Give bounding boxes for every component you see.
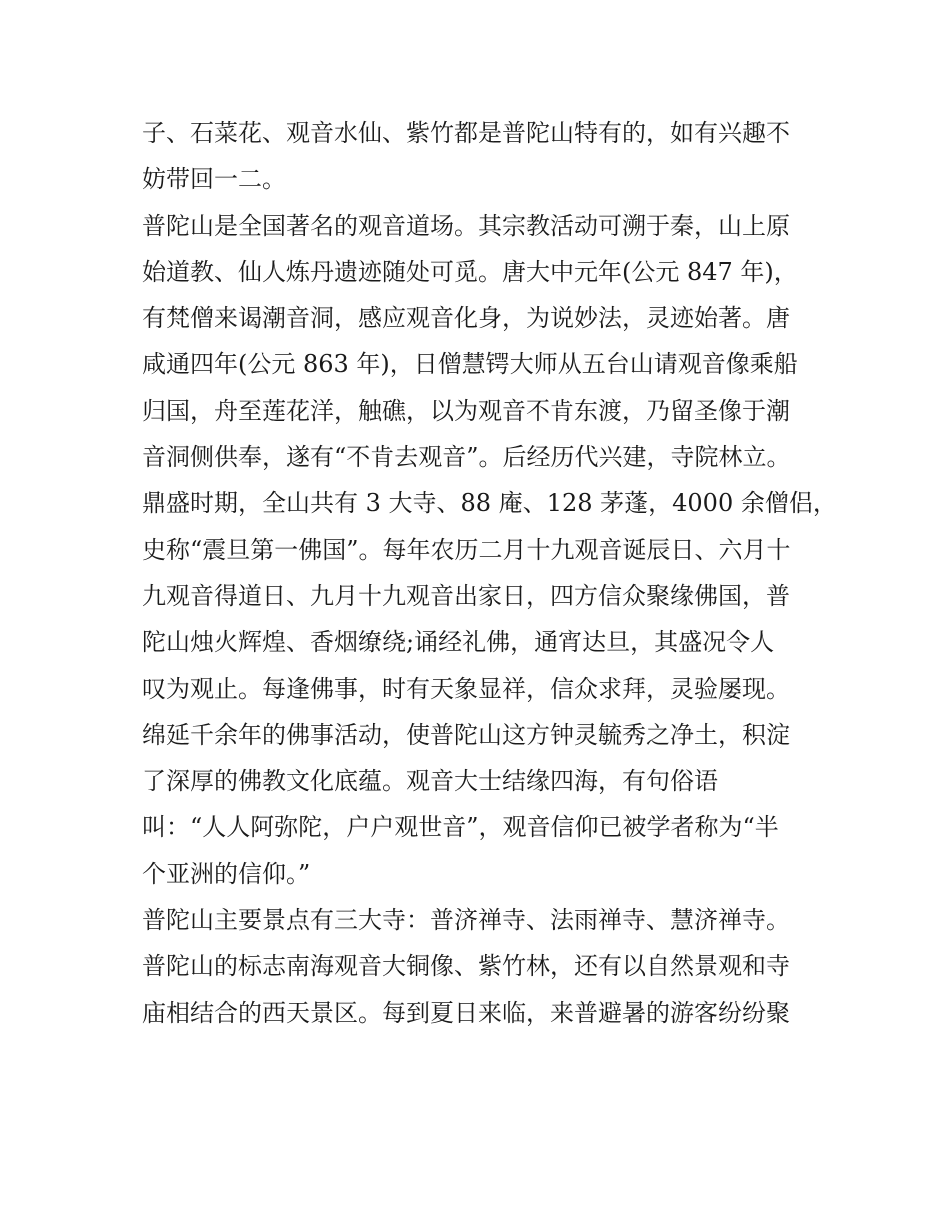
- text-line: 庙相结合的西天景区。每到夏日来临，来普避暑的游客纷纷聚: [142, 998, 790, 1027]
- text-line: 普陀山是全国著名的观音道场。其宗教活动可溯于秦，山上原: [142, 211, 790, 240]
- text-line: 音洞侧供奉，遂有“不肯去观音”。后经历代兴建，寺院林立。: [142, 443, 791, 472]
- body-text: [142, 110, 837, 1036]
- text-line: 普陀山主要景点有三大寺：普济禅寺、法雨禅寺、慧济禅寺。: [142, 906, 790, 935]
- text-line: 叫：“人人阿弥陀，户户观世音”，观音信仰已被学者称为“半: [142, 813, 779, 842]
- text-line: 鼎盛时期，全山共有 3 大寺、88 庵、128 茅蓬，4000 余僧侣，: [142, 489, 837, 518]
- text-line: 咸通四年(公元 863 年)，日僧慧锷大师从五台山请观音像乘船: [142, 350, 798, 379]
- text-line: 始道教、仙人炼丹遗迹随处可觅。唐大中元年(公元 847 年)，: [142, 257, 798, 286]
- text-line: 叹为观止。每逢佛事，时有天象显祥，信众求拜，灵验屡现。: [142, 674, 790, 703]
- text-line: 了深厚的佛教文化底蕴。观音大士结缘四海，有句俗语: [142, 767, 718, 796]
- text-line: 子、石菜花、观音水仙、紫竹都是普陀山特有的，如有兴趣不: [142, 119, 790, 147]
- text-line: 个亚洲的信仰。”: [142, 859, 311, 888]
- text-line: 史称“震旦第一佛国”。每年农历二月十九观音诞辰日、六月十: [142, 535, 791, 564]
- text-line: 陀山烛火辉煌、香烟缭绕;诵经礼佛，通宵达旦，其盛况令人: [142, 628, 775, 657]
- text-line: 有梵僧来谒潮音洞，感应观音化身，为说妙法，灵迹始著。唐: [142, 304, 790, 333]
- text-line: 九观音得道日、九月十九观音出家日，四方信众聚缘佛国，普: [142, 581, 790, 610]
- text-line: 归国，舟至莲花洋，触礁，以为观音不肯东渡，乃留圣像于潮: [142, 396, 790, 425]
- text-line: 绵延千余年的佛事活动，使普陀山这方钟灵毓秀之净土，积淀: [142, 720, 790, 749]
- text-line: 普陀山的标志南海观音大铜像、紫竹林，还有以自然景观和寺: [142, 952, 790, 981]
- text-line: 妨带回一二。: [142, 165, 286, 194]
